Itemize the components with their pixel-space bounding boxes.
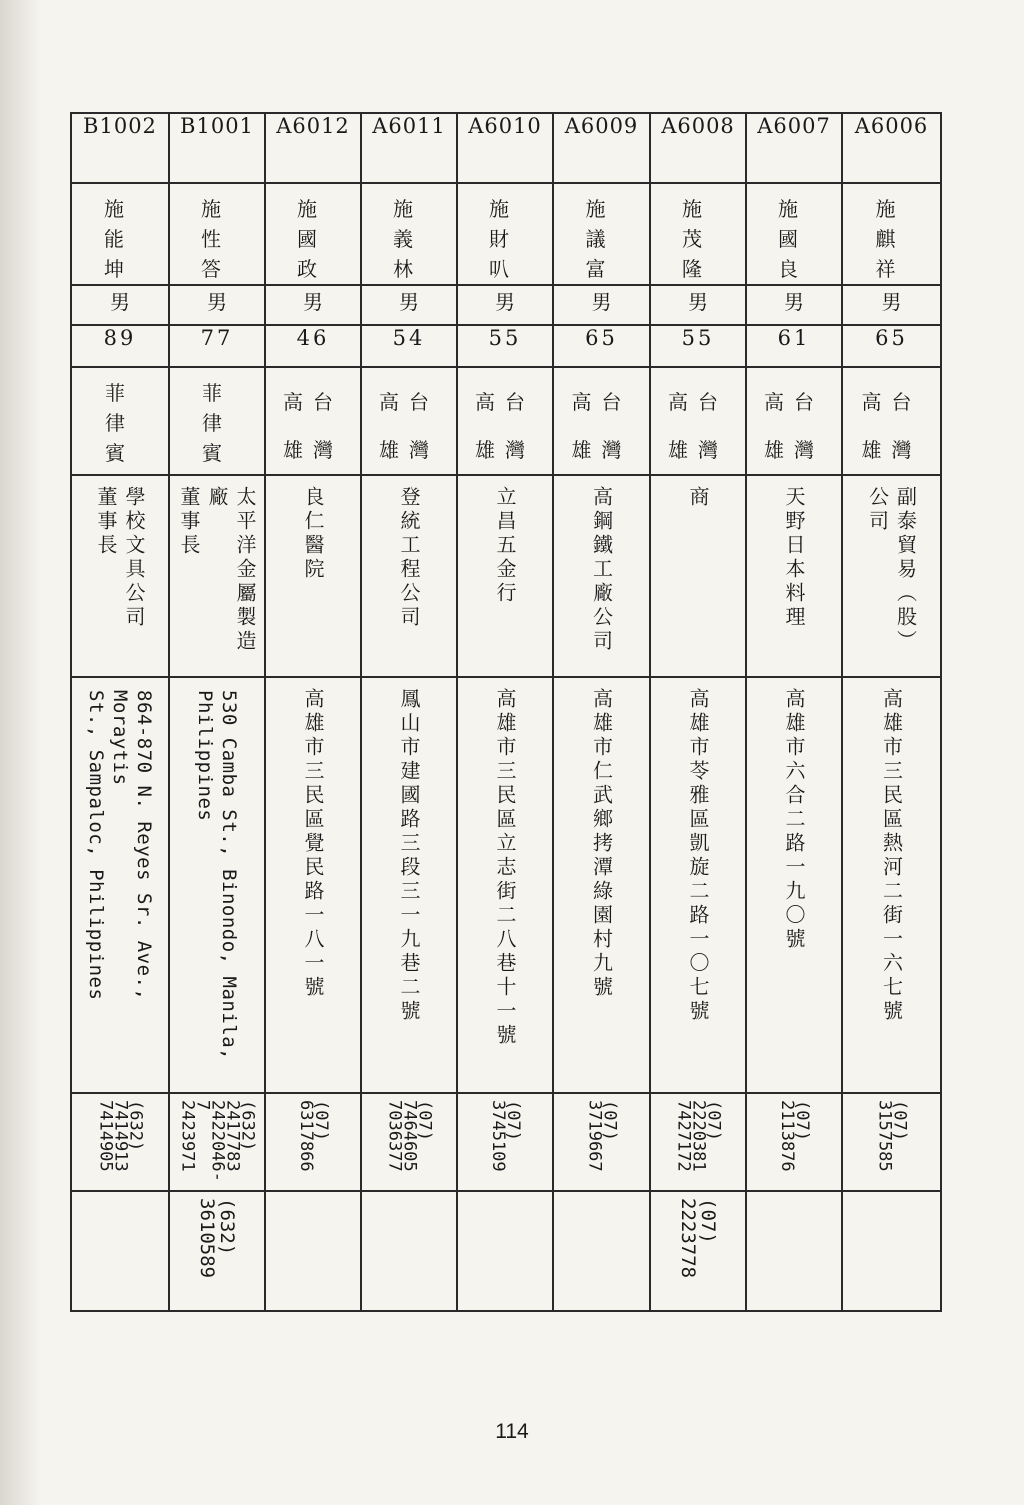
native-place-text: 高台 雄灣 bbox=[283, 390, 343, 462]
cell-code: A6006 bbox=[842, 113, 941, 183]
address-text: 864-870 N. Reyes Sr. Ave., Moraytis St., Sampaloc, Philippines bbox=[85, 690, 155, 1001]
occupation-text: 副泰貿易（股） 公司 bbox=[865, 486, 918, 654]
cell-age: 65 bbox=[553, 325, 650, 367]
cell-name bbox=[71, 183, 169, 285]
name-text: 施 茂 隆 bbox=[682, 197, 714, 281]
cell-address bbox=[650, 677, 746, 1093]
row-code bbox=[71, 113, 941, 183]
name-text: 施 能 坤 bbox=[104, 197, 136, 281]
cell-occupation bbox=[71, 475, 169, 677]
cell-telephone bbox=[71, 1093, 169, 1191]
cell-age: 55 bbox=[650, 325, 746, 367]
cell-native-place bbox=[361, 367, 457, 475]
cell-age: 46 bbox=[265, 325, 361, 367]
cell-sex: 男 bbox=[265, 285, 361, 325]
cell-telephone bbox=[169, 1093, 265, 1191]
name-text: 施 性 答 bbox=[201, 197, 233, 281]
address-text: 鳳山市建國路三段三一九巷二號 bbox=[397, 688, 421, 1024]
telephone-text: (632) 7414913 7414905 bbox=[95, 1100, 146, 1172]
cell-native-place bbox=[71, 367, 169, 475]
name-text: 施 財 叭 bbox=[489, 197, 521, 281]
telephone-text: (07) 3719667 bbox=[584, 1100, 620, 1172]
cell-native-place bbox=[553, 367, 650, 475]
cell-telephone-secondary bbox=[842, 1191, 941, 1311]
cell-occupation bbox=[361, 475, 457, 677]
address-text: 高雄市三民區覺民路一八一號 bbox=[301, 688, 325, 1000]
name-text: 施 議 富 bbox=[585, 197, 618, 281]
telephone-text: (07) 3157585 bbox=[874, 1100, 910, 1172]
cell-address bbox=[265, 677, 361, 1093]
row-native-place bbox=[71, 367, 941, 475]
cell-code: B1001 bbox=[169, 113, 265, 183]
cell-name bbox=[169, 183, 265, 285]
cell-address bbox=[169, 677, 265, 1093]
native-place-text: 高台 雄灣 bbox=[861, 390, 922, 462]
address-text: 高雄市三民區熱河二街一六七號 bbox=[879, 688, 904, 1024]
cell-name bbox=[361, 183, 457, 285]
page-number: 114 bbox=[495, 1420, 529, 1443]
native-place-text: 菲 律 賓 bbox=[202, 381, 232, 465]
native-place-text: 高台 雄灣 bbox=[379, 390, 439, 462]
cell-native-place bbox=[842, 367, 941, 475]
cell-sex: 男 bbox=[553, 285, 650, 325]
row-occupation bbox=[71, 475, 941, 677]
cell-occupation bbox=[265, 475, 361, 677]
cell-native-place bbox=[650, 367, 746, 475]
cell-telephone-secondary bbox=[361, 1191, 457, 1311]
cell-age: 65 bbox=[842, 325, 941, 367]
cell-telephone-secondary bbox=[650, 1191, 746, 1311]
cell-age: 77 bbox=[169, 325, 265, 367]
row-name bbox=[71, 183, 941, 285]
native-place-text: 高台 雄灣 bbox=[668, 390, 728, 462]
telephone-secondary-text: (632) 3610589 bbox=[196, 1198, 238, 1279]
cell-telephone bbox=[553, 1093, 650, 1191]
cell-name bbox=[650, 183, 746, 285]
row-telephone-secondary bbox=[71, 1191, 941, 1311]
cell-age: 54 bbox=[361, 325, 457, 367]
telephone-text: (07) 6317866 bbox=[296, 1100, 331, 1172]
name-text: 施 麒 祥 bbox=[875, 197, 908, 281]
cell-native-place bbox=[169, 367, 265, 475]
cell-code: A6011 bbox=[361, 113, 457, 183]
native-place-text: 菲 律 賓 bbox=[105, 381, 135, 465]
cell-telephone-secondary bbox=[169, 1191, 265, 1311]
cell-occupation bbox=[169, 475, 265, 677]
cell-native-place bbox=[265, 367, 361, 475]
cell-telephone-secondary bbox=[71, 1191, 169, 1311]
cell-telephone-secondary bbox=[457, 1191, 553, 1311]
telephone-secondary-text: (07) 2223778 bbox=[677, 1198, 719, 1279]
cell-address bbox=[746, 677, 842, 1093]
occupation-text: 天野日本料理 bbox=[782, 486, 806, 630]
cell-address bbox=[553, 677, 650, 1093]
telephone-text: (07) 2113876 bbox=[777, 1100, 812, 1172]
telephone-text: (07) 3745109 bbox=[488, 1100, 523, 1172]
cell-address bbox=[457, 677, 553, 1093]
cell-occupation bbox=[553, 475, 650, 677]
cell-code: A6008 bbox=[650, 113, 746, 183]
address-text: 高雄市六合二路一九〇號 bbox=[782, 688, 806, 952]
cell-native-place bbox=[457, 367, 553, 475]
telephone-text: (07) 2220381 7427172 bbox=[673, 1100, 724, 1172]
address-text: 530 Camba St., Binondo, Manila, Philippines bbox=[194, 690, 240, 1061]
cell-occupation bbox=[457, 475, 553, 677]
cell-address bbox=[71, 677, 169, 1093]
cell-code: A6012 bbox=[265, 113, 361, 183]
cell-occupation bbox=[650, 475, 746, 677]
cell-code: B1002 bbox=[71, 113, 169, 183]
row-age bbox=[71, 325, 941, 367]
page-shadow bbox=[0, 0, 40, 1505]
cell-name bbox=[457, 183, 553, 285]
cell-telephone-secondary bbox=[746, 1191, 842, 1311]
cell-name bbox=[842, 183, 941, 285]
cell-age: 89 bbox=[71, 325, 169, 367]
address-text: 高雄市仁武鄉拷潭綠園村九號 bbox=[589, 688, 614, 1000]
cell-telephone bbox=[457, 1093, 553, 1191]
cell-telephone-secondary bbox=[265, 1191, 361, 1311]
cell-telephone bbox=[265, 1093, 361, 1191]
cell-telephone bbox=[361, 1093, 457, 1191]
cell-telephone bbox=[842, 1093, 941, 1191]
row-address bbox=[71, 677, 941, 1093]
name-text: 施 國 政 bbox=[297, 197, 329, 281]
cell-address bbox=[361, 677, 457, 1093]
native-place-text: 高台 雄灣 bbox=[764, 390, 824, 462]
cell-code: A6009 bbox=[553, 113, 650, 183]
cell-occupation bbox=[842, 475, 941, 677]
cell-sex: 男 bbox=[650, 285, 746, 325]
cell-name bbox=[553, 183, 650, 285]
cell-sex: 男 bbox=[842, 285, 941, 325]
row-sex bbox=[71, 285, 941, 325]
cell-address bbox=[842, 677, 941, 1093]
cell-age: 61 bbox=[746, 325, 842, 367]
cell-telephone-secondary bbox=[553, 1191, 650, 1311]
occupation-text: 立昌五金行 bbox=[493, 486, 517, 606]
cell-occupation bbox=[746, 475, 842, 677]
occupation-text: 學校文具公司 董事長 bbox=[94, 486, 146, 630]
native-place-text: 高台 雄灣 bbox=[571, 390, 632, 462]
cell-age: 55 bbox=[457, 325, 553, 367]
row-telephone bbox=[71, 1093, 941, 1191]
occupation-text: 商 bbox=[686, 486, 710, 510]
name-text: 施 國 良 bbox=[778, 197, 810, 281]
cell-sex: 男 bbox=[746, 285, 842, 325]
cell-telephone bbox=[650, 1093, 746, 1191]
cell-sex: 男 bbox=[457, 285, 553, 325]
cell-code: A6007 bbox=[746, 113, 842, 183]
cell-native-place bbox=[746, 367, 842, 475]
telephone-text: (632) 2417783 2422046-7 2423971 bbox=[177, 1100, 258, 1182]
cell-sex: 男 bbox=[361, 285, 457, 325]
occupation-text: 太平洋金屬製造廠 董事長 bbox=[177, 486, 257, 654]
occupation-text: 高鋼鐵工廠公司 bbox=[589, 486, 614, 654]
occupation-text: 登統工程公司 bbox=[397, 486, 421, 630]
cell-telephone bbox=[746, 1093, 842, 1191]
cell-name bbox=[265, 183, 361, 285]
cell-sex: 男 bbox=[169, 285, 265, 325]
occupation-text: 良仁醫院 bbox=[301, 486, 325, 582]
address-text: 高雄市三民區立志街二八巷十一號 bbox=[493, 688, 517, 1048]
name-text: 施 義 林 bbox=[393, 197, 425, 281]
cell-name bbox=[746, 183, 842, 285]
cell-code: A6010 bbox=[457, 113, 553, 183]
cell-sex: 男 bbox=[71, 285, 169, 325]
native-place-text: 高台 雄灣 bbox=[475, 390, 535, 462]
directory-table bbox=[70, 112, 942, 1312]
telephone-text: (07) 7464605 7036377 bbox=[384, 1100, 435, 1172]
address-text: 高雄市苓雅區凱旋二路一〇七號 bbox=[686, 688, 710, 1024]
